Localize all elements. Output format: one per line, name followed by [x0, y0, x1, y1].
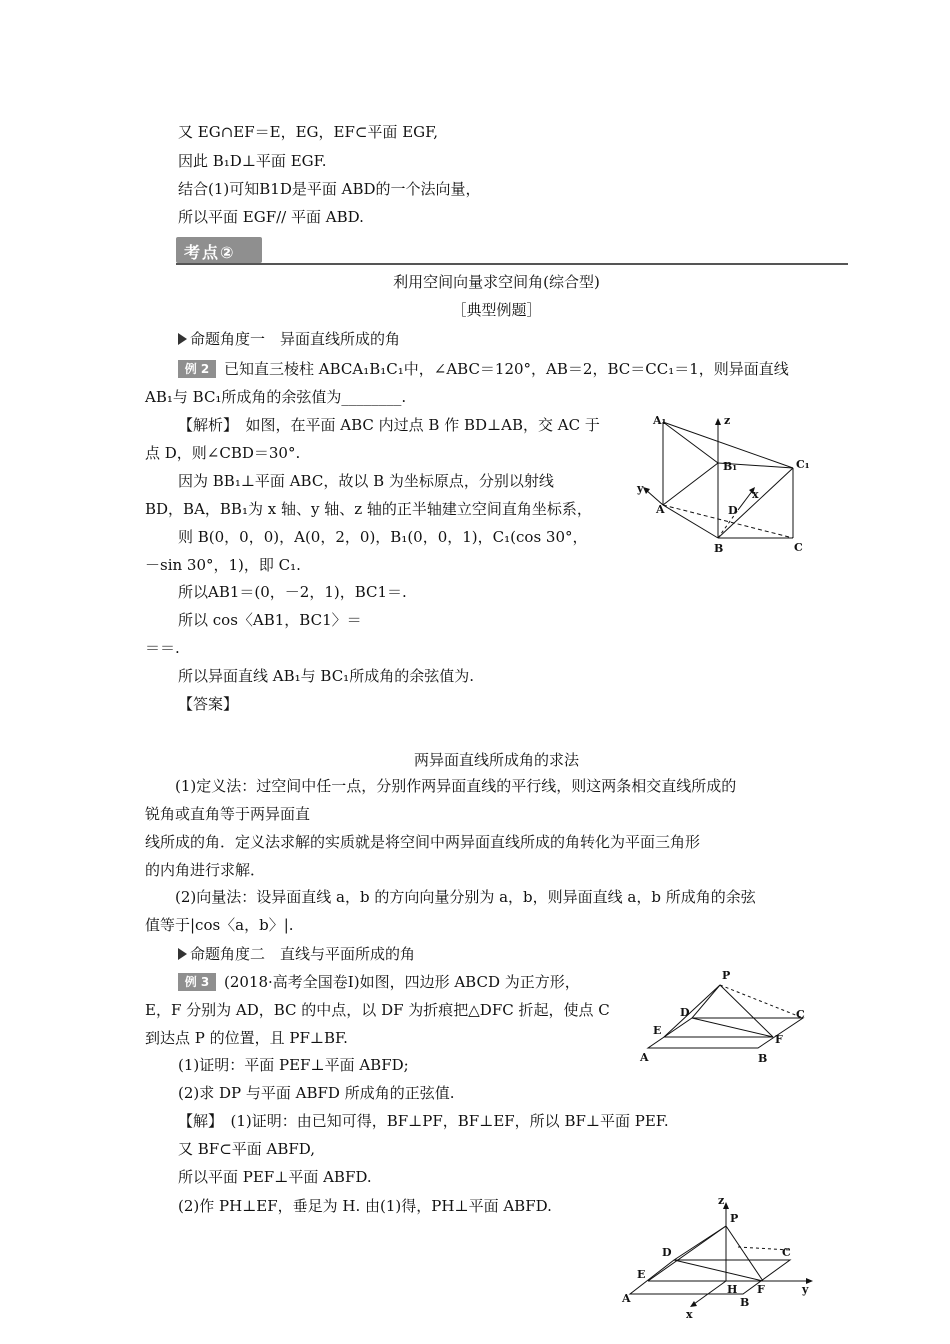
label-f: F — [775, 1033, 783, 1046]
proof-line: 所以平面 EGF// 平面 ABD. — [178, 208, 364, 226]
section-badge: 考点② — [176, 237, 262, 263]
solution-line: 所以 cos〈AB1，BC1〉＝ — [178, 611, 362, 629]
label-c1: C₁ — [796, 458, 810, 471]
label-b: B — [714, 542, 724, 555]
solution-line: 因为 BB₁⊥平面 ABC，故以 B 为坐标原点，分别以射线 — [178, 472, 554, 490]
label-h: H — [727, 1283, 738, 1296]
example-3-question: (2)求 DP 与平面 ABFD 所成角的正弦值. — [178, 1084, 455, 1102]
method-paragraph: 值等于|cos〈a，b〉|. — [145, 916, 294, 934]
method-paragraph: 锐角或直角等于两异面直 — [145, 805, 311, 823]
solution-line: 【解析】 如图，在平面 ABC 内过点 B 作 BD⊥AB，交 AC 于 — [178, 416, 600, 434]
method-paragraph: (2)向量法：设异面直线 a，b 的方向向量分别为 a，b，则异面直线 a，b 所成角的余弦 — [175, 888, 756, 906]
triangle-marker-icon — [178, 948, 187, 960]
method-paragraph: 线所成的角．定义法求解的实质就是将空间中两异面直线所成的角转化为平面三角形 — [145, 833, 701, 851]
label-b1: B₁ — [723, 460, 738, 473]
x-axis — [694, 1281, 726, 1304]
solution-line: BD，BA，BB₁为 x 轴、y 轴、z 轴的正半轴建立空间直角坐标系， — [145, 500, 592, 518]
label-d: D — [680, 1006, 690, 1019]
solution-line: 【解】 (1)证明：由已知可得，BF⊥PF，BF⊥EF，所以 BF⊥平面 PEF. — [178, 1112, 669, 1130]
angle-one-heading: 命题角度一 异面直线所成的角 — [178, 329, 400, 349]
label-z: z — [718, 1194, 725, 1207]
solution-line: 又 BF⊂平面 ABFD, — [178, 1140, 316, 1158]
method-title: 两异面直线所成角的求法 — [413, 751, 579, 769]
solution-line: 所以平面 PEF⊥平面 ABFD. — [178, 1168, 372, 1186]
label-d: D — [662, 1246, 672, 1259]
label-c: C — [794, 541, 803, 554]
edge-ab — [663, 505, 718, 538]
edge-a1b1 — [663, 422, 718, 463]
solution-line: －sin 30°，1)，即 C₁. — [145, 556, 301, 574]
label-b: B — [758, 1052, 768, 1065]
example-2-question: 例 2 已知直三棱柱 ABCA₁B₁C₁中，∠ABC＝120°，AB＝2，BC＝CC₁＝1，则异面直线 — [178, 359, 789, 379]
section-divider — [176, 263, 848, 265]
method-paragraph: 的内角进行求解． — [145, 861, 266, 879]
edge-pe — [664, 985, 720, 1037]
solution-line: 则 B(0，0，0)，A(0，2，0)，B₁(0，0，1)，C₁(cos 30°， — [178, 528, 588, 546]
label-e: E — [637, 1268, 646, 1281]
folded-square-figure — [630, 965, 815, 1070]
answer-label: 【答案】 — [178, 695, 239, 713]
edge-ab1 — [663, 463, 718, 505]
solution-line: 点 D，则∠CBD＝30°. — [145, 444, 301, 462]
edge-pf — [720, 985, 773, 1037]
typical-examples-heading: ［典型例题］ — [451, 301, 542, 319]
label-z: z — [724, 414, 731, 427]
label-e: E — [653, 1024, 662, 1037]
label-y: y — [637, 482, 644, 495]
edge-bc1 — [718, 468, 793, 538]
label-b: B — [740, 1296, 750, 1309]
method-paragraph: (1)定义法：过空间中任一点，分别作两异面直线的平行线，则这两条相交直线所成的 — [175, 777, 737, 795]
edge-dp — [692, 985, 720, 1018]
example-badge: 例 2 — [178, 360, 216, 378]
triangle-marker-icon — [178, 333, 187, 345]
label-c: C — [782, 1246, 791, 1259]
proof-line: 结合(1)可知B1D是平面 ABD的一个法向量， — [178, 180, 481, 198]
label-x: x — [752, 488, 759, 501]
proof-line: 因此 B₁D⊥平面 EGF. — [178, 152, 327, 170]
example-3-question: 到达点 P 的位置，且 PF⊥BF. — [145, 1029, 348, 1047]
coordinate-figure — [618, 1192, 818, 1322]
example-3-question: 例 3 (2018·高考全国卷Ⅰ)如图，四边形 ABCD 为正方形， — [178, 972, 580, 992]
prism-figure — [628, 410, 823, 560]
label-a: A — [622, 1292, 631, 1305]
edge-df — [692, 1018, 773, 1037]
proof-line: 又 EG∩EF＝E，EG，EF⊂平面 EGF, — [178, 123, 438, 141]
label-p: P — [730, 1212, 739, 1225]
solution-line: 所以AB1＝(0，－2，1)，BC1＝. — [178, 583, 407, 601]
label-f: F — [757, 1283, 765, 1296]
label-y: y — [802, 1283, 809, 1296]
example-3-question: E，F 分别为 AD，BC 的中点，以 DF 为折痕把△DFC 折起，使点 C — [145, 1001, 610, 1019]
z-arrow-icon — [715, 418, 721, 425]
solution-line: (2)作 PH⊥EF，垂足为 H. 由(1)得，PH⊥平面 ABFD. — [178, 1197, 552, 1215]
fold-hint — [720, 985, 803, 1018]
label-x: x — [686, 1308, 693, 1321]
angle-two-heading: 命题角度二 直线与平面所成的角 — [178, 944, 415, 964]
label-d: D — [728, 504, 738, 517]
label-a: A — [656, 503, 665, 516]
label-p: P — [722, 969, 731, 982]
edge-pf — [726, 1226, 763, 1281]
section-title: 利用空间向量求空间角(综合型) — [393, 273, 600, 291]
solution-line: ＝＝. — [145, 639, 180, 657]
edge-df — [674, 1260, 763, 1281]
example-badge: 例 3 — [178, 973, 216, 991]
label-c: C — [796, 1008, 805, 1021]
example-3-question: (1)证明：平面 PEF⊥平面 ABFD; — [178, 1056, 409, 1074]
example-2-question: AB₁与 BC₁所成角的余弦值为________. — [145, 388, 407, 406]
x-arrow-icon — [690, 1301, 697, 1307]
label-a1: A₁ — [653, 414, 667, 427]
label-a: A — [640, 1051, 649, 1064]
edge-pe — [648, 1226, 726, 1281]
solution-line: 所以异面直线 AB₁与 BC₁所成角的余弦值为. — [178, 667, 474, 685]
